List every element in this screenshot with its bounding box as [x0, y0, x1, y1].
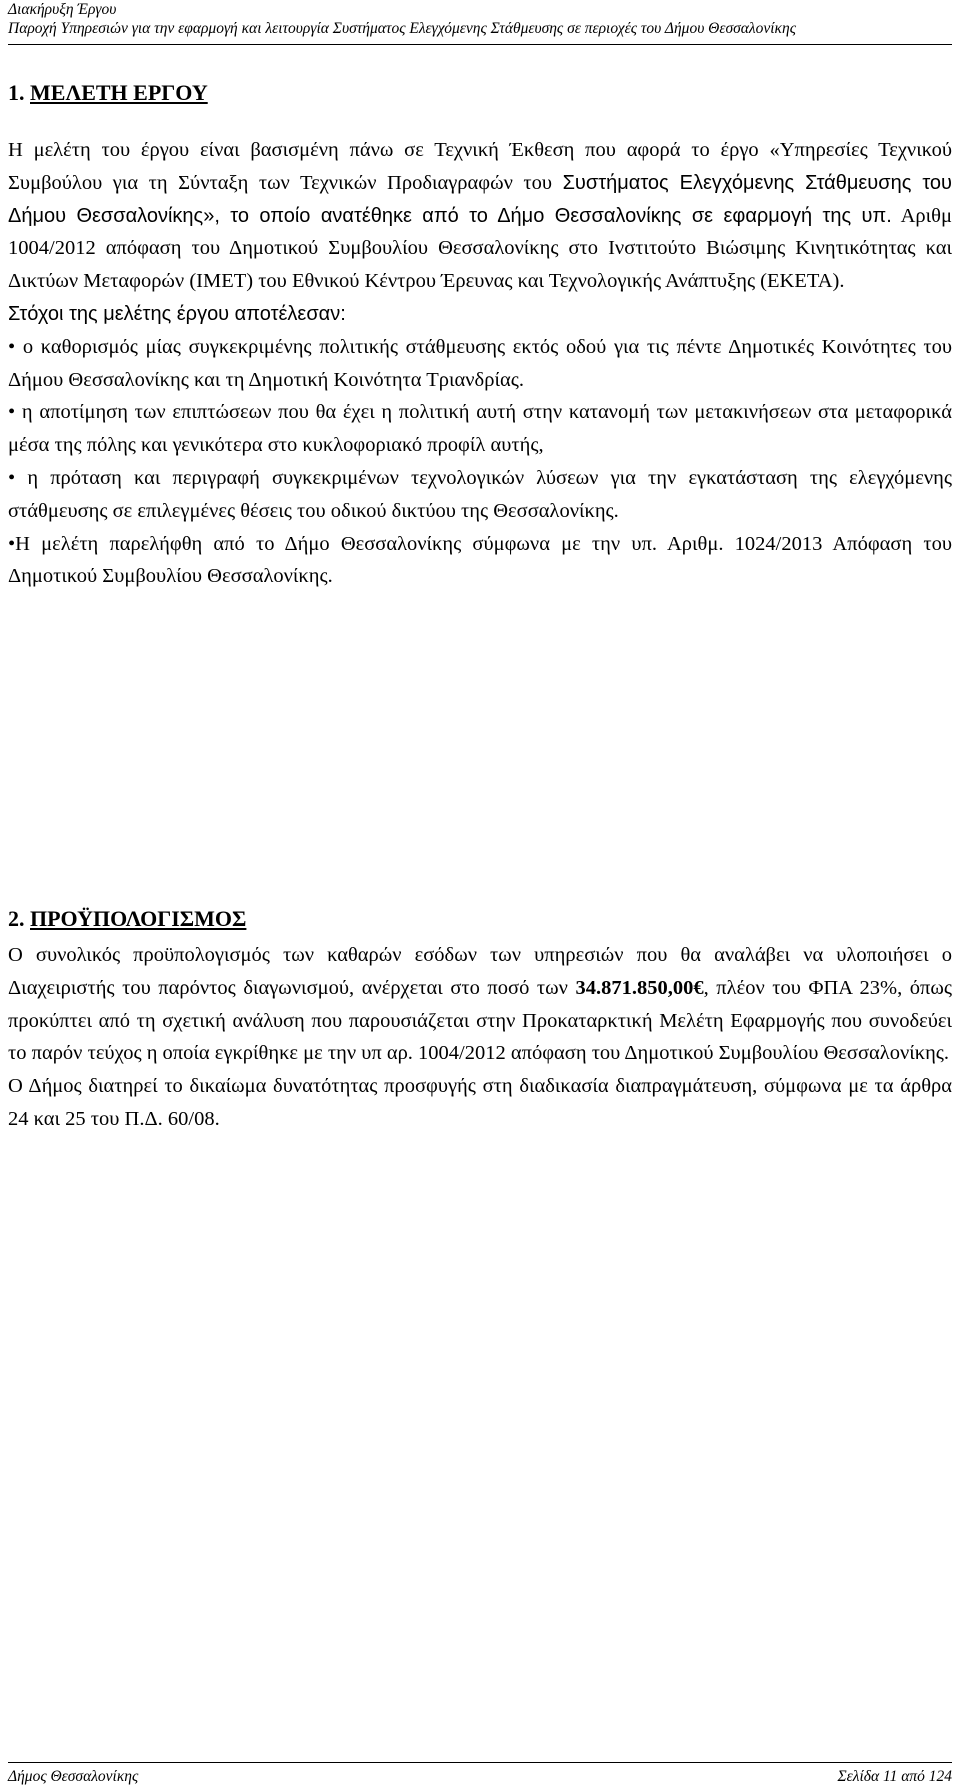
budget-paragraph [8, 939, 952, 1070]
project-title: Παροχή Υπηρεσιών για την εφαρμογή και λειτουργία Συστήματος Ελεγχόμενης Στάθμευσης σε περιοχές του Δήμου Θεσσαλονίκης [8, 20, 796, 37]
footer-organization: Δήμος Θεσσαλονίκης [8, 1768, 139, 1785]
budget-text-b: , πλέον του ΦΠΑ 23%, όπως προκύπτει από τη σχετική ανάλυση που παρουσιάζεται στην Προκαταρκτική Μελέτη Εφαρμογής που συνοδεύει το παρόν τεύχος η οποία εγκρίθηκε με την υπ αρ. 1004/2012 απόφαση του Δημοτικού Συμβουλίου Θεσσαλονίκης. [8, 976, 953, 1065]
goal-bullet-1: • ο καθορισμός μίας συγκεκριμένης πολιτικής στάθμευσης εκτός οδού για τις πέντε Δημοτικές Κοινότητες του Δήμου Θεσσαλονίκης και τη Δημοτική Κοινότητα Τριανδρίας. [8, 335, 952, 391]
intro-part-c: Αριθμ 1004/2012 απόφαση του Δημοτικού Συμβουλίου Θεσσαλονίκης στο Ινστιτούτο Βιώσιμης Κινητικότητας και Δικτύων Μεταφορών (ΙΜΕΤ) του Εθνικού Κέντρου Έρευνας και Τεχνολογικής Ανάπτυξης (ΕΚΕΤΑ). [8, 204, 952, 293]
page-number: Σελίδα 11 από 124 [837, 1768, 952, 1785]
budget-text-a: Ο συνολικός προϋπολογισμός των καθαρών εσόδων των υπηρεσιών που θα αναλάβει να υλοποιήσει ο Διαχειριστής του παρόντος διαγωνισμού, ανέρχεται στο ποσό των [8, 944, 952, 999]
section-2-heading [8, 906, 246, 932]
section-1-body [8, 134, 952, 593]
goal-bullet-2: • η αποτίμηση των επιπτώσεων που θα έχει η πολιτική αυτή στην κατανομή των μετακινήσεων στα μεταφορικά μέσα της πόλης και γενικότερα στο κυκλοφοριακό προφίλ αυτής, [8, 401, 952, 457]
budget-amount: 34.871.850,00€ [575, 976, 704, 999]
section-1-intro [8, 134, 952, 298]
section-2-title: ΠΡΟΫΠΟΛΟΓΙΣΜΟΣ [30, 906, 247, 931]
section-1-heading [8, 80, 208, 106]
page-header [8, 0, 952, 45]
intro-part-a: Η μελέτη του έργου είναι βασισμένη πάνω σε Τεχνική Έκθεση που αφορά το έργο «Υπηρεσίες Τεχνικού Συμβούλου για τη Σύνταξη των Τεχνικών Προδιαγραφών του [8, 139, 952, 194]
negotiation-paragraph: Ο Δήμος διατηρεί το δικαίωμα δυνατότητας προσφυγής στη διαδικασία διαπραγμάτευση, σύμφωνα με τα άρθρα 24 και 25 του Π.Δ. 60/08. [8, 1075, 952, 1130]
goals-intro: Στόχοι της μελέτης έργου αποτέλεσαν: [8, 302, 346, 325]
section-1-title: ΜΕΛΕΤΗ ΕΡΓΟΥ [30, 80, 208, 105]
section-1-number: 1. [8, 80, 25, 105]
intro-part-b: Συστήματος Ελεγχόμενης Στάθμευσης του Δήμου Θεσσαλονίκης», το οποίο ανατέθηκε από το Δήμο Θεσσαλονίκης σε εφαρμογή της υπ. [8, 171, 952, 227]
goal-bullet-3: • η πρόταση και περιγραφή συγκεκριμένων τεχνολογικών λύσεων για την εγκατάσταση της ελεγχόμενης στάθμευσης σε επιλεγμένες θέσεις του οδικού δικτύου της Θεσσαλονίκης. [8, 466, 952, 522]
document-title: Διακήρυξη Έργου [8, 1, 117, 18]
section-2-body [8, 939, 952, 1136]
section-2-number: 2. [8, 906, 25, 931]
page-footer [8, 1762, 952, 1786]
acceptance-note: •Η μελέτη παρελήφθη από το Δήμο Θεσσαλονίκης σύμφωνα με την υπ. Αριθμ. 1024/2013 Απόφαση του Δημοτικού Συμβουλίου Θεσσαλονίκης. [8, 532, 952, 588]
header-divider [8, 44, 952, 45]
footer-divider [8, 1762, 952, 1763]
